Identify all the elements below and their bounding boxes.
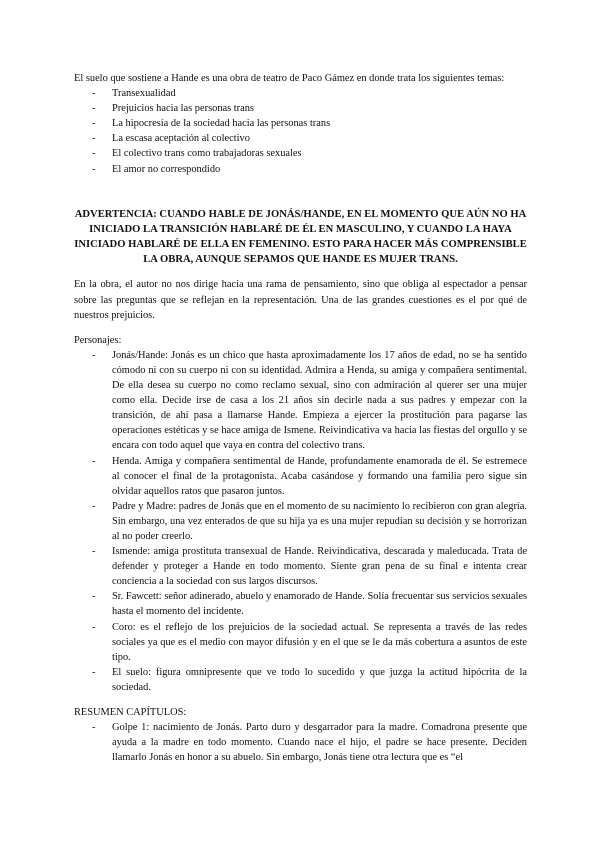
warning-notice: ADVERTENCIA: CUANDO HABLE DE JONÁS/HANDE, EN EL MOMENTO QUE AÚN NO HA INICIADO LA TRANSICIÓN HABLARÉ DE ÉL EN MASCULINO, Y CUANDO LA HAYA INICIADO HABLARÉ DE ELLA EN FEMENINO. ESTO PARA HACER MÁS COMPRENSIBLE LA OBRA, AUNQUE SEPAMOS QUE HANDE ES MUJER TRANS. — [74, 208, 527, 266]
character-item: - Sr. Fawcett: señor adinerado, abuelo y enamorado de Hande. Solía frecuentar sus servicios sexuales hasta el momento del incidente. — [74, 589, 527, 619]
character-item: - Coro: es el reflejo de los prejuicios de la sociedad actual. Se representa a través de las redes sociales ya que es el medio con mayor difusión y en el que se le da más cobertura a asuntos de este tipo. — [74, 620, 527, 665]
characters-list — [74, 348, 527, 695]
summary-item: - Golpe 1: nacimiento de Jonás. Parto duro y desgarrador para la madre. Comadrona presente que ayuda a la madre en todo momento. Cuando nace el hijo, el padre se hace presente. Deciden llamarlo Jonás en honor a su abuelo. Sin embargo, Jonás tiene otra lectura que es “el — [74, 720, 527, 765]
author-paragraph: En la obra, el autor no nos dirige hacia una rama de pensamiento, sino que obliga al espectador a pensar sobre las preguntas que se reflejan en la representación. Una de las grandes cuestiones es el por qué de nuestros prejuicios. — [74, 279, 527, 321]
topic-item: - El colectivo trans como trabajadoras sexuales — [74, 146, 527, 161]
topic-item: - La escasa aceptación al colectivo — [74, 131, 527, 146]
topic-item: - Transexualidad — [74, 86, 527, 101]
intro-paragraph: El suelo que sostiene a Hande es una obra de teatro de Paco Gámez en donde trata los siguientes temas: — [74, 73, 505, 84]
character-item: - Ismende: amiga prostituta transexual de Hande. Reivindicativa, descarada y maleducada. Trata de defender y proteger a Hande en todo momento. Siente gran pena de su final e intenta crear conciencia a la sociedad con sus largos discursos. — [74, 544, 527, 589]
character-item: - Padre y Madre: padres de Jonás que en el momento de su nacimiento lo recibieron con gran alegría. Sin embargo, una vez enterados de que su hija ya es una mujer repudian su decisión y se horrorizan al no poder creerlo. — [74, 499, 527, 544]
summary-heading: RESUMEN CAPÍTULOS: — [74, 707, 187, 718]
topic-item: - La hipocresía de la sociedad hacia las personas trans — [74, 116, 527, 131]
topic-item: - El amor no correspondido — [74, 162, 527, 177]
character-item: - Henda. Amiga y compañera sentimental de Hande, profundamente enamorada de él. Se estremece al conocer el final de la protagonista. Acaba casándose y formando una familia pero sigue sin olvidar aquellos ratos que pasaron juntos. — [74, 454, 527, 499]
document-page — [74, 71, 527, 765]
topic-item: - Prejuicios hacia las personas trans — [74, 101, 527, 116]
character-item: - Jonás/Hande: Jonás es un chico que hasta aproximadamente los 17 años de edad, no se ha sentido cómodo ni con su cuerpo ni con su identidad. Admira a Henda, su amiga y compañera sentimental. De ella desea su cuerpo no como reclamo sexual, sino con admiración al querer ser una mujer como ella. Decide irse de casa a los 21 años sin decirle nada a sus padres y empezar con la transición, de ahí pasa a llamarse Hande. Empieza a ejercer la prostitución para pagarse las operaciones estéticas y se hace amiga de Ismene. Reivindicativa va hacia las fiestas del orgullo y se encara con todo aquel que vaya en contra del colectivo trans. — [74, 348, 527, 454]
character-item: - El suelo: figura omnipresente que ve todo lo sucedido y que juzga la actitud hipócrita de la sociedad. — [74, 665, 527, 695]
summary-list — [74, 720, 527, 765]
topics-list — [74, 86, 527, 177]
characters-heading: Personajes: — [74, 334, 122, 346]
